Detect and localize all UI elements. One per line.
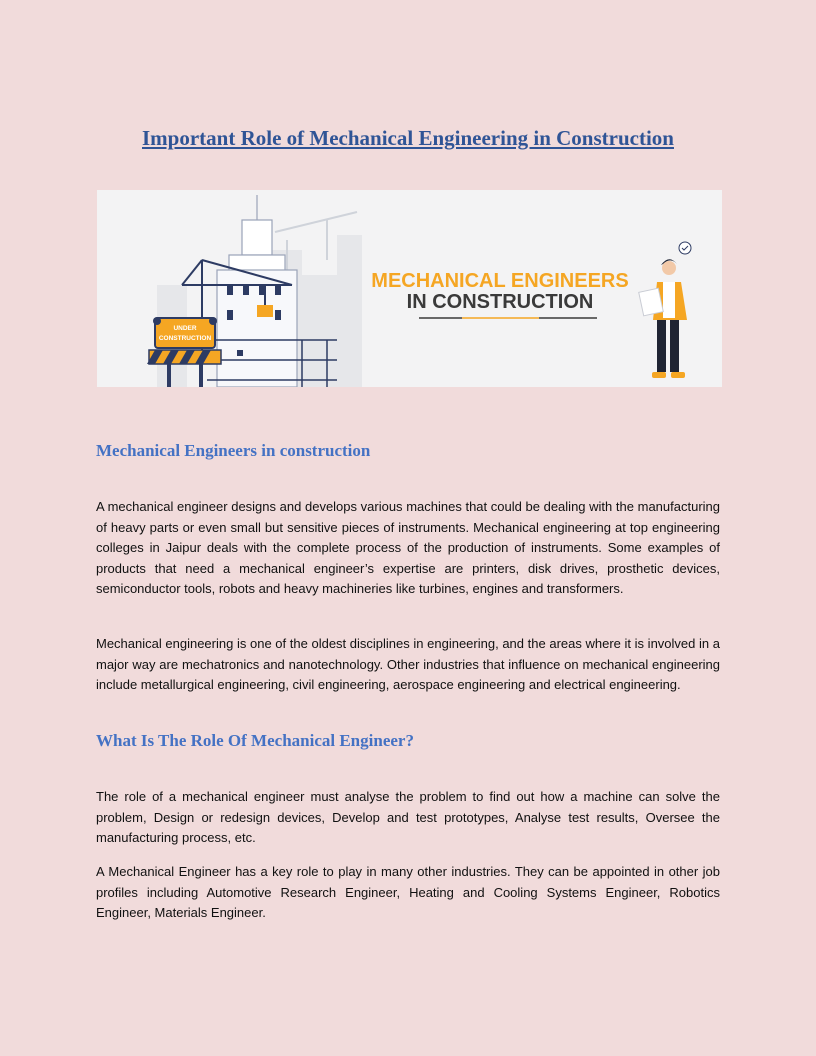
- sign-text-line1: UNDER: [173, 325, 197, 332]
- sign-text-line2: CONSTRUCTION: [158, 335, 212, 342]
- section-heading-role: What Is The Role Of Mechanical Engineer?: [96, 731, 414, 750]
- paragraph: A mechanical engineer designs and develops various machines that could be dealing with the manufacturing of heavy parts or even small but sensitive pieces of instruments. Mechanical engineering at top engineering colleges in Jaipur deals with the complete process of the production of instruments. Some examples of products that need a mechanical engineer’s expertise are printers, disk drives, prosthetic devices, semiconductor tools, robots and heavy machineries like turbines, engines and transformers.: [96, 499, 720, 596]
- crane-load: [257, 305, 273, 317]
- paragraph: The role of a mechanical engineer must analyse the problem to find out how a machine can solve the problem, Design or redesign devices, Develop and test prototypes, Analyse test results, Oversee the manufacturing process, etc.: [96, 789, 720, 845]
- section-heading-engineers: Mechanical Engineers in construction: [96, 441, 371, 460]
- paragraph: A Mechanical Engineer has a key role to play in many other industries. They can be appointed in other job profiles including Automotive Research Engineer, Heating and Cooling Systems Engineer, Robotics Engineer, Materials Engineer.: [96, 864, 720, 920]
- banner-image: [97, 190, 722, 387]
- paragraph: Mechanical engineering is one of the oldest disciplines in engineering, and the areas where it is involved in a major way are mechatronics and nanotechnology. Other industries that influence on mechanical engineering include metallurgical engineering, civil engineering, aerospace engineering and electrical engineering.: [96, 636, 720, 692]
- banner-headline-line1: MECHANICAL ENGINEERS: [371, 270, 629, 292]
- engineer-figure: [639, 242, 691, 378]
- page-title: Important Role of Mechanical Engineering in Construction: [142, 126, 674, 150]
- construction-illustration: [97, 190, 722, 387]
- banner-headline-line2: IN CONSTRUCTION: [406, 291, 594, 313]
